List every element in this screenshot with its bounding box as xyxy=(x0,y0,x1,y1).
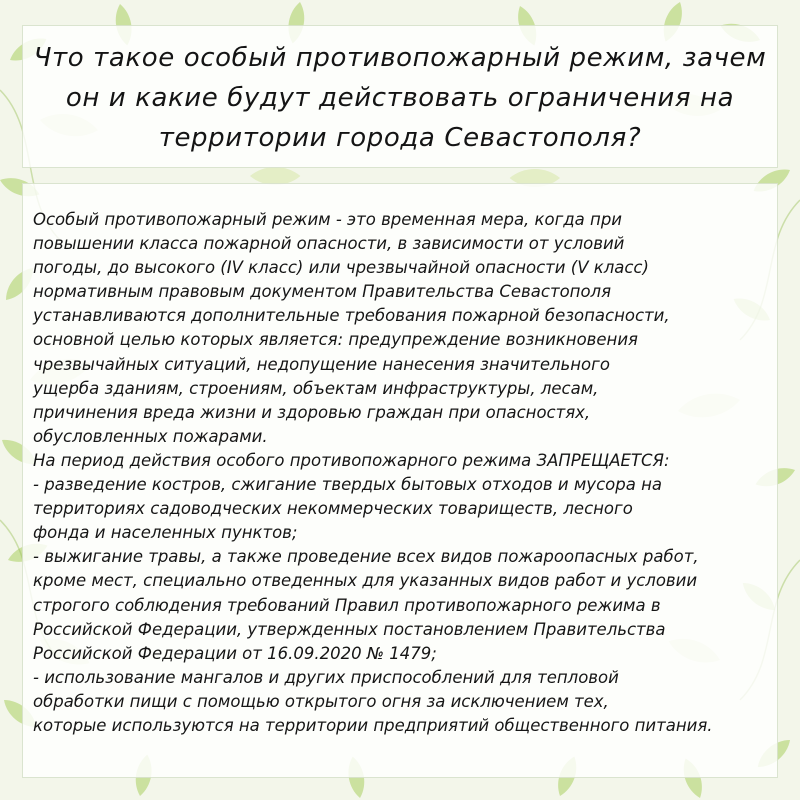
body-line: нормативным правовым документом Правительства Севастополя xyxy=(33,282,612,302)
body-line: - использование мангалов и других приспособлений для тепловой xyxy=(33,667,619,687)
body-line: Российской Федерации от 16.09.2020 № 1479; xyxy=(33,643,437,663)
title-line: территории города Севастополя? xyxy=(158,123,642,153)
body-line: погоды, до высокого (IV класс) или чрезвычайной опасности (V класс) xyxy=(33,258,649,278)
body-line: причинения вреда жизни и здоровью граждан при опасностях, xyxy=(33,402,591,422)
title-line: Что такое особый противопожарный режим, зачем xyxy=(33,43,767,73)
body-line: повышении класса пожарной опасности, в зависимости от условий xyxy=(33,234,625,254)
body-line: основной целью которых является: предупреждение возникновения xyxy=(33,330,638,350)
body-line: обусловленных пожарами. xyxy=(33,426,268,446)
body-line: которые используются на территории предприятий общественного питания. xyxy=(33,715,713,735)
body-line: На период действия особого противопожарного режима ЗАПРЕЩАЕТСЯ: xyxy=(33,450,670,470)
body-line: строгого соблюдения требований Правил противопожарного режима в xyxy=(33,595,661,615)
body-line: обработки пищи с помощью открытого огня за исключением тех, xyxy=(33,691,609,711)
page-title xyxy=(22,38,778,158)
title-line: он и какие будут действовать ограничения на xyxy=(65,83,735,113)
body-line: фонда и населенных пунктов; xyxy=(33,523,298,543)
body-line: территориях садоводческих некоммерческих товариществ, лесного xyxy=(33,499,633,519)
body-line: ущерба зданиям, строениям, объектам инфраструктуры, лесам, xyxy=(33,378,599,398)
body-line: чрезвычайных ситуаций, недопущение нанесения значительного xyxy=(33,354,610,374)
body-text xyxy=(33,208,773,738)
body-line: - разведение костров, сжигание твердых бытовых отходов и мусора на xyxy=(33,475,662,495)
body-line: - выжигание травы, а также проведение всех видов пожароопасных работ, xyxy=(33,547,699,567)
body-line: Особый противопожарный режим - это временная мера, когда при xyxy=(33,210,623,229)
body-line: кроме мест, специально отведенных для указанных видов работ и условии xyxy=(33,571,698,591)
body-line: устанавливаются дополнительные требования пожарной безопасности, xyxy=(33,306,670,326)
body-line: Российской Федерации, утвержденных постановлением Правительства xyxy=(33,619,666,639)
